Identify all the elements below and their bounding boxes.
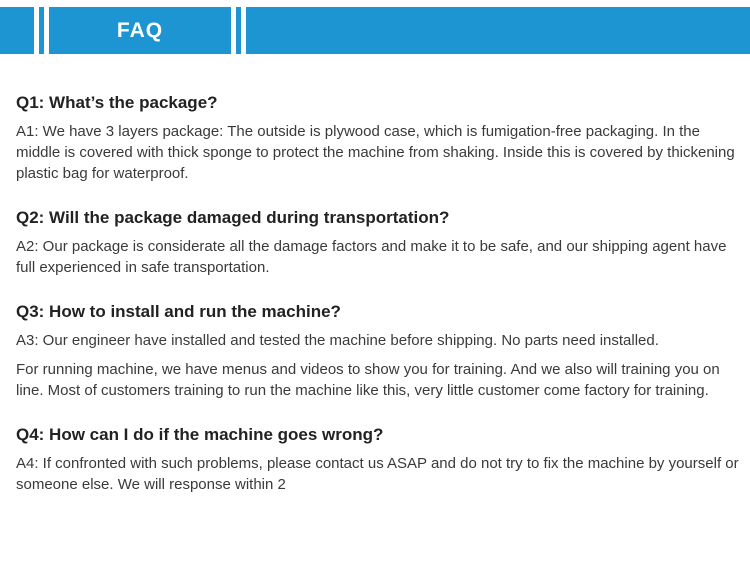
- faq-question: Q1: What’s the package?: [16, 93, 218, 112]
- banner-segment-left: [0, 7, 34, 54]
- faq-question: Q4: How can I do if the machine goes wrong?: [16, 425, 384, 444]
- faq-banner: [0, 0, 750, 54]
- faq-answer: A4: If confronted with such problems, please contact us ASAP and do not try to fix the machine by yourself or someone else. We will response within 2: [16, 455, 739, 493]
- faq-item-1: [16, 91, 740, 184]
- faq-answer-continued: For running machine, we have menus and videos to show you for training. And we also will training you on line. Most of customers training to run the machine like this, very little customer come factory for training.: [16, 361, 720, 399]
- page-title: FAQ: [116, 19, 164, 42]
- faq-answer: A1: We have 3 layers package: The outside is plywood case, which is fumigation-free packaging. In the middle is covered with thick sponge to protect the machine from shaking. Inside this is covered by thickening plastic bag for waterproof.: [16, 123, 735, 182]
- banner-stripe: [236, 7, 241, 54]
- banner-stripe: [39, 7, 44, 54]
- faq-item-4: [16, 423, 740, 495]
- faq-item-2: [16, 206, 740, 278]
- faq-list: [16, 91, 740, 495]
- faq-answer: A3: Our engineer have installed and tested the machine before shipping. No parts need installed.: [16, 332, 659, 349]
- faq-question: Q2: Will the package damaged during transportation?: [16, 208, 450, 227]
- faq-item-3: [16, 300, 740, 401]
- faq-question: Q3: How to install and run the machine?: [16, 302, 341, 321]
- banner-segment-right: [246, 7, 750, 54]
- faq-answer: A2: Our package is considerate all the damage factors and make it to be safe, and our shipping agent have full experienced in safe transportation.: [16, 238, 727, 276]
